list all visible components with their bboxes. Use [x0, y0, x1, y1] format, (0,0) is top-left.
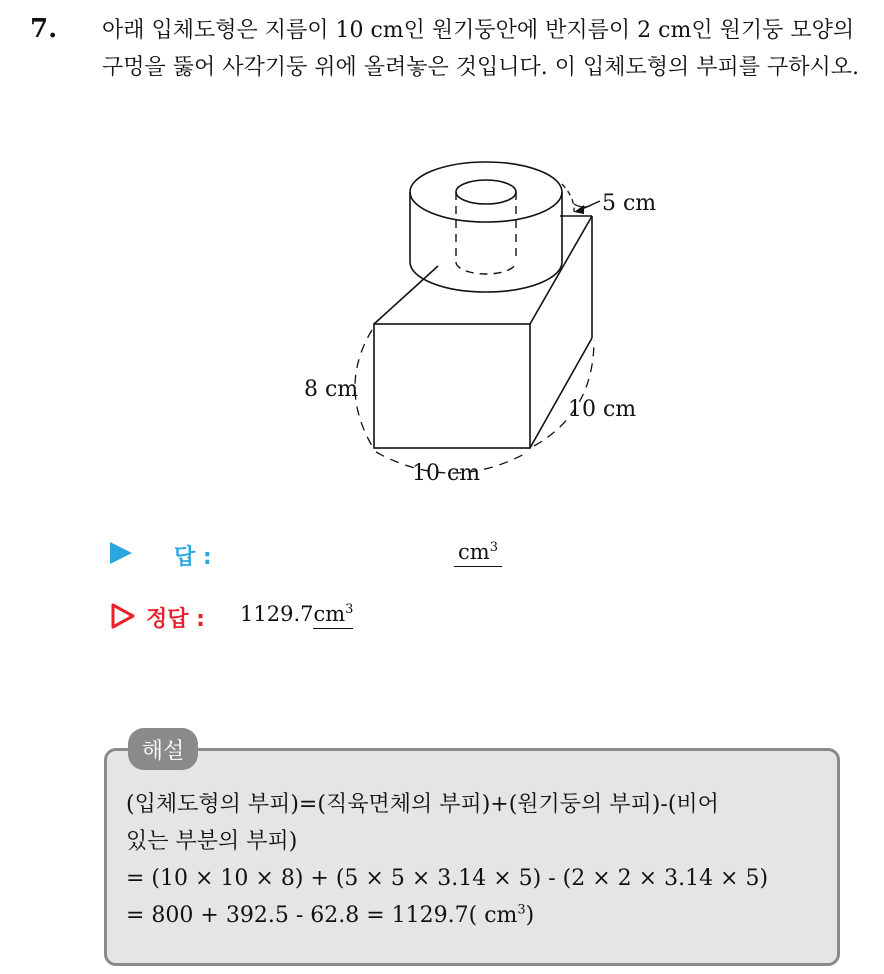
label-box-width: 10 cm	[412, 461, 481, 486]
hole-top	[456, 180, 516, 204]
answer-input-line[interactable]: $cm^3$	[454, 540, 502, 567]
label-box-height: 8 cm	[304, 377, 359, 402]
answer-row	[110, 540, 530, 572]
correct-answer-row	[110, 602, 530, 634]
solution-text	[126, 786, 832, 934]
label-box-depth: 10 cm	[568, 397, 637, 422]
play-triangle-icon	[110, 542, 132, 564]
question-number: 7.	[30, 14, 58, 44]
box-front-face	[374, 324, 530, 448]
correct-answer-label: 정답 :	[146, 607, 205, 632]
solution-line: 있는 부분의 부피)	[126, 829, 298, 854]
solution-tag: 해설	[128, 728, 198, 770]
answer-label: 답 :	[174, 545, 212, 570]
hole-bottom	[456, 262, 516, 274]
solution-line: = 800 + 392.5 - 62.8 = 1129.7( $cm^3$)	[126, 902, 535, 928]
depth-dim-arc	[534, 340, 594, 446]
cylinder-top	[410, 162, 562, 222]
cylinder-body	[410, 192, 562, 292]
question-text: 아래 입체도형은 지름이 10 cm인 원기둥안에 반지름이 2 cm인 원기둥 모양의 구멍을 뚫어 사각기둥 위에 올려놓은 것입니다. 이 입체도형의 부피를 구하시오.	[102, 18, 859, 80]
label-cylinder-height: 5 cm	[602, 191, 657, 216]
box-top-face	[374, 212, 592, 324]
outline-triangle-icon	[110, 602, 136, 630]
correct-answer-value: $1129.7cm^3$	[240, 602, 353, 626]
solid-figure-diagram	[290, 150, 680, 500]
solution-line: (입체도형의 부피)=(직육면체의 부피)+(원기둥의 부피)-(비어	[126, 792, 719, 817]
solution-line: = (10 × 10 × 8) + (5 × 5 × 3.14 × 5) - (2 × 2 × 3.14 × 5)	[126, 866, 769, 891]
